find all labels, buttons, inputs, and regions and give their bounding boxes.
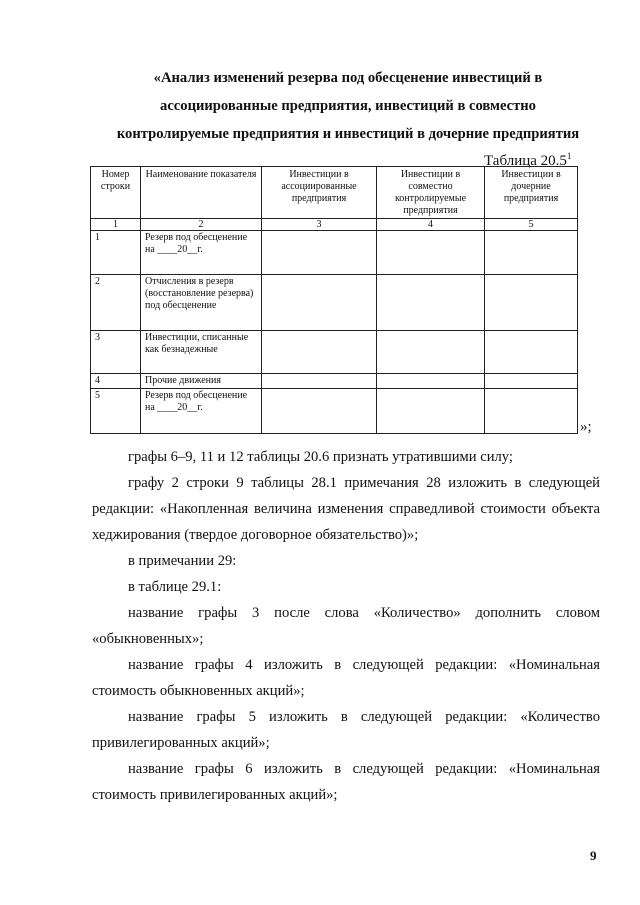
value-cell — [377, 374, 485, 389]
paragraph: название графы 6 изложить в следующей редакции: «Номинальная стоимость привилегированных акций»; — [92, 761, 600, 803]
value-cell — [377, 231, 485, 275]
row-label: Прочие движения — [141, 374, 262, 389]
table-row — [91, 331, 578, 374]
header-cell: Номер строки — [91, 167, 141, 219]
value-cell — [485, 374, 578, 389]
value-cell — [485, 331, 578, 374]
header-cell: Инвестиции в ассоциированные предприятия — [262, 167, 377, 219]
column-number: 2 — [141, 219, 262, 231]
row-label: Инвестиции, списанные как безнадежные — [141, 331, 262, 374]
table-row — [91, 275, 578, 331]
value-cell — [262, 231, 377, 275]
paragraph: в примечании 29: — [128, 553, 237, 569]
value-cell — [262, 275, 377, 331]
header-cell: Наименование показателя — [141, 167, 262, 219]
header-cell: Инвестиции в дочерние предприятия — [485, 167, 578, 219]
page-number: 9 — [590, 848, 597, 863]
header-cell: Инвестиции в совместно контролируемые предприятия — [377, 167, 485, 219]
column-number-row — [91, 219, 578, 231]
report-table — [90, 166, 578, 434]
closing-mark: »; — [580, 419, 592, 435]
column-number: 1 — [91, 219, 141, 231]
column-number: 5 — [485, 219, 578, 231]
column-number: 4 — [377, 219, 485, 231]
value-cell — [262, 389, 377, 434]
value-cell — [262, 331, 377, 374]
value-cell — [377, 275, 485, 331]
table-header-row — [91, 167, 578, 219]
column-number: 3 — [262, 219, 377, 231]
table-caption-text: Таблица 20.5 — [484, 153, 567, 169]
title-line-2: ассоциированные предприятия, инвестиций в совместно — [160, 98, 536, 114]
paragraph: название графы 5 изложить в следующей редакции: «Количество привилегированных акций»; — [92, 709, 600, 751]
row-number: 4 — [91, 374, 141, 389]
value-cell — [262, 374, 377, 389]
row-number: 3 — [91, 331, 141, 374]
row-label: Отчисления в резерв (восстановление резерва) под обесценение — [141, 275, 262, 331]
title-line-1: «Анализ изменений резерва под обесценение инвестиций в — [153, 70, 543, 86]
value-cell — [485, 275, 578, 331]
value-cell — [377, 331, 485, 374]
row-number: 5 — [91, 389, 141, 434]
table-caption-footnote: 1 — [566, 151, 572, 161]
row-label: Резерв под обесценение на ____20__г. — [141, 231, 262, 275]
title-line-3: контролируемые предприятия и инвестиций в дочерние предприятия — [116, 126, 580, 142]
table-row — [91, 374, 578, 389]
paragraph: название графы 4 изложить в следующей редакции: «Номинальная стоимость обыкновенных акций»; — [92, 657, 600, 699]
body-text — [92, 444, 600, 808]
value-cell — [377, 389, 485, 434]
value-cell — [485, 231, 578, 275]
paragraph: название графы 3 после слова «Количество» дополнить словом «обыкновенных»; — [92, 605, 600, 647]
row-number: 1 — [91, 231, 141, 275]
row-number: 2 — [91, 275, 141, 331]
table-row — [91, 389, 578, 434]
page-title — [90, 64, 606, 148]
table-row — [91, 231, 578, 275]
paragraph: графы 6–9, 11 и 12 таблицы 20.6 признать утратившими силу; — [128, 449, 513, 465]
paragraph: графу 2 строки 9 таблицы 28.1 примечания 28 изложить в следующей редакции: «Накопленная величина изменения справедливой стоимости объекта хеджирования (твердое договорное обязательство)»; — [92, 475, 600, 543]
row-label: Резерв под обесценение на ____20__г. — [141, 389, 262, 434]
value-cell — [485, 389, 578, 434]
paragraph: в таблице 29.1: — [128, 579, 222, 595]
